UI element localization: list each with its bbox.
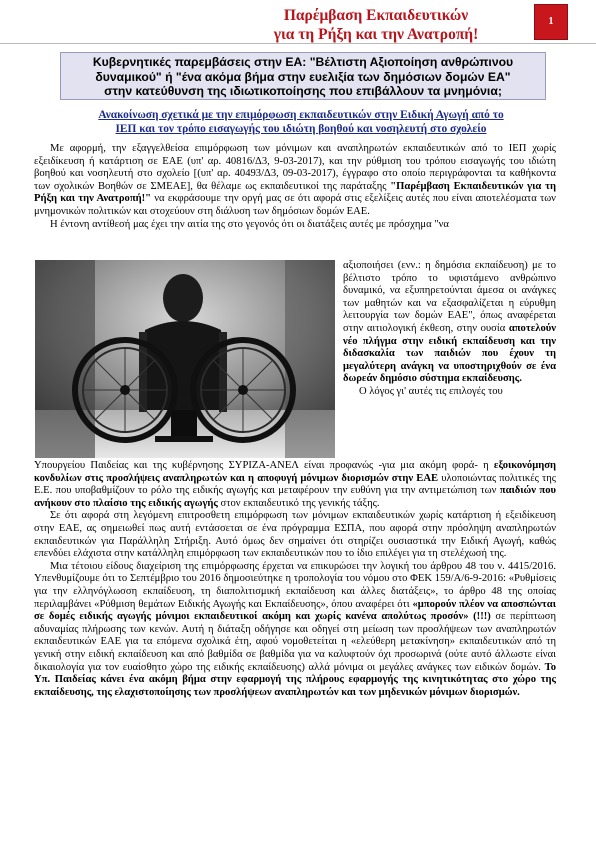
wheelchair-image [35,260,335,458]
headline-box [60,52,546,100]
paragraph-2-intro: Η έντονη αντίθεσή μας έχει την αιτία της στο γεγονός ότι οι διατάξεις αυτές με πρόσχημα "να [50,218,449,230]
headline-line2: δυναμικού" ή "ένα ακόμα βήμα στην ευελιξία των δημόσιων δομών ΕΑ" [95,69,511,84]
p5-bold1: «μπορούν πλέον να αποσπώνται σε δομές ειδικής αγωγής μόνιμοι εκπαιδευτικοί ακόμη και χωρίς κανένα απολύτως προσόν» (!!!) [34,598,556,623]
p3-text1: Υπουργείου Παιδείας και της κυβέρνησης ΣΥΡΙΖΑ-ΑΝΕΛ είναι προφανώς -για μια ακόμη φορά- η [34,460,494,471]
paragraph-1 [34,143,556,219]
paragraph-3 [34,460,556,510]
side-text1: αξιοποιήσει (ενν.: η δημόσια εκπαίδευση) με το βέλτιστο τρόπο το υφιστάμενο ανθρώπινο δυναμικό, να εξυπηρετούνται άμεσα οι ανάγκες των μαθητών και να εξασφαλίζεται η εύρυθμη λειτουργία των δομών ΕΑΕ", όπως αναφέρεται στην αιτιολογική έκθεση, στην ουσία [343,260,556,334]
p3-text2: υλοποιώντας πολιτικές της Ε.Ε. που υποβαθμίζουν το ρόλο της ειδικής αγωγής και μεταφέρουν την ευθύνη για την αντιμετώπιση των [34,472,556,497]
p1-text2: να εκφράσουμε την οργή μας σε ότι αφορά στις εξελίξεις αυτές που είναι αποτελέσματα των μνημονικών πολιτικών και στοχεύουν στη διάλυση των δημόσιων δομών ΕΑΕ. [34,193,556,217]
p3-bold2: παιδιών που ανήκουν στο πλαίσιο της ειδικής αγωγής [34,485,556,509]
side-column-text [343,260,556,399]
p1-bold1: "Παρέμβαση Εκπαιδευτικών για τη Ρήξη και την Ανατροπή!" [34,180,556,205]
p5-text1: Μια τέτοιου είδους διαχείριση της επιμόρφωσης έρχεται να επικυρώσει την λογική του άρθρου 48 του ν. 4415/2016. Υπενθυμίζουμε ότι το Σεπτέμβριο του 2016 δημοσιεύτηκε η τροπολογία του νόμου στο ΦΕΚ 159/Α/6-9-2016: «Ρυθμίσεις για την ελληνόγλωσση εκπαίδευση, τη διαπολιτισμική εκπαίδευση και άλλες διατάξεις», το άρθρο 48 της οποίας περιλαμβάνει «Ρύθμιση θεμάτων Ειδικής Αγωγής και Εκπαίδευσης», όπου αναφέρει ότι [34,560,556,610]
paragraph-4: Σε ότι αφορά στη λεγόμενη επιτροσθετη επιμόρφωση των μόνιμων εκπαιδευτικών χωρίς κατάρτιση ή εξειδίκευση στην ΕΑΕ, ας σημειωθεί πως αυτή εντάσσεται σε ένα πρόγραμμα ΕΣΠΑ, που αφορά στην πρόσληψη αναπληρωτών εκπαιδευτικών για Παράλληλη Στήριξη. Αυτό όμως δεν σημαίνει ότι στηρίζει ουσιαστικά την Ειδική Αγωγή, καθώς επενδύει ελάχιστα στην κατάλληλη επιμόρφωση των εκπαιδευτικών που το ίδιο επιλέγει για τη στελέχωσή της. [34,510,556,560]
subheadline-line1: Ανακοίνωση σχετικά με την επιμόρφωση εκπαιδευτικών στην Ειδική Αγωγή από το [98,109,504,121]
p3-text3: στον εκπαιδευτικό της γενικής τάξης. [217,497,380,509]
intro-section [34,143,556,231]
wheelchair-photo [35,260,335,458]
header-divider [0,43,596,44]
paragraph-5 [34,561,556,700]
newsletter-title [226,6,526,44]
side-text2: Ο λόγος γι' αυτές τις επιλογές του [359,385,503,397]
headline-line1: Κυβερνητικές παρεμβάσεις στην ΕΑ: "Βέλτιστη Αξιοποίηση ανθρώπινου [92,55,514,69]
p3-bold1: εξοικονόμηση κονδυλίων στις προσλήψεις αναπληρωτών και η αποφυγή μόνιμων διορισμών στην ΕΑΕ [34,460,556,484]
p5-text2: σε περίπτωση αδυναμίας πλήρωσης των κενών. Αυτή η διάταξη οδήγησε και οδηγεί στη μείωση των προσλήψεων των αναπληρωτών εκπαιδευτικών ΕΑΕ για τα επόμενα σχολικά έτη, αφού νομοθετείται η «ελεύθερη μετακίνηση» εκπαιδευτικών από τη γενική στην ειδική εκπαίδευση και από βαθμίδα σε βαθμίδα για να καλυφτούν όχι προσωρινά (ούτε αυτό άλλωστε είναι δικαιολογία για τον ευαίσθητο χώρο της ειδικής εκπαίδευσης) αλλά μόνιμα οι μεγάλες ανάγκες των ειδικών δομών. [34,611,556,673]
page-number-badge: 1 [534,4,568,40]
newsletter-title-line1: Παρέμβαση Εκπαιδευτικών [283,7,469,24]
p5-bold2: Το Υπ. Παιδείας κάνει ένα ακόμη βήμα στην εφαρμογή της πλήρους εφαρμογής της κινητικότητας στο χώρο της εκπαίδευσης, της ελαχιστοποίησης των προσλήψεων αναπληρωτών και των μηδενικών μόνιμων διορισμών. [34,661,556,698]
subheadline-line2: ΙΕΠ και τον τρόπο εισαγωγής του ιδιώτη βοηθού και νοσηλευτή στο σχολείο [115,122,487,135]
side-bold1: αποτελούν νέο πλήγμα στην ειδική εκπαίδευση και την διδασκαλία των παιδιών που έχουν τη μεγαλύτερη ανάγκη να υποστηριχθούν σε ένα δωρεάν δημόσιο σύστημα εκπαίδευσης. [343,322,556,385]
headline-line3: στην κατεύθυνση της ιδιωτικοποίησης που επιβάλλουν τα μνημόνια; [104,84,502,98]
p1-text1: Με αφορμή, την εξαγγελθείσα επιμόρφωση των μόνιμων και αναπληρωτών εκπαιδευτικών από το ΙΕΠ χωρίς εξειδίκευση ή κατάρτιση σε ΕΑΕ (υπ' αρ. 40816/Δ3, 9-03-2017), και την ρύθμιση του τρόπου εισαγωγής του ιδιώτη βοηθού και νοσηλευτή στο σχολείο [(υπ' αρ. 40493/Δ3, 09-03-2017), έγγραφο στο οποίο περιγράφονται τα καθήκοντα των σχολικών Βοηθών σε ΣΜΕΑΕ], θα θέλαμε ως εκπαιδευτικοί της παράταξης [34,143,556,192]
subheadline [46,109,556,136]
newsletter-title-line2: για τη Ρήξη και την Ανατροπή! [273,26,479,43]
main-section [34,460,556,699]
